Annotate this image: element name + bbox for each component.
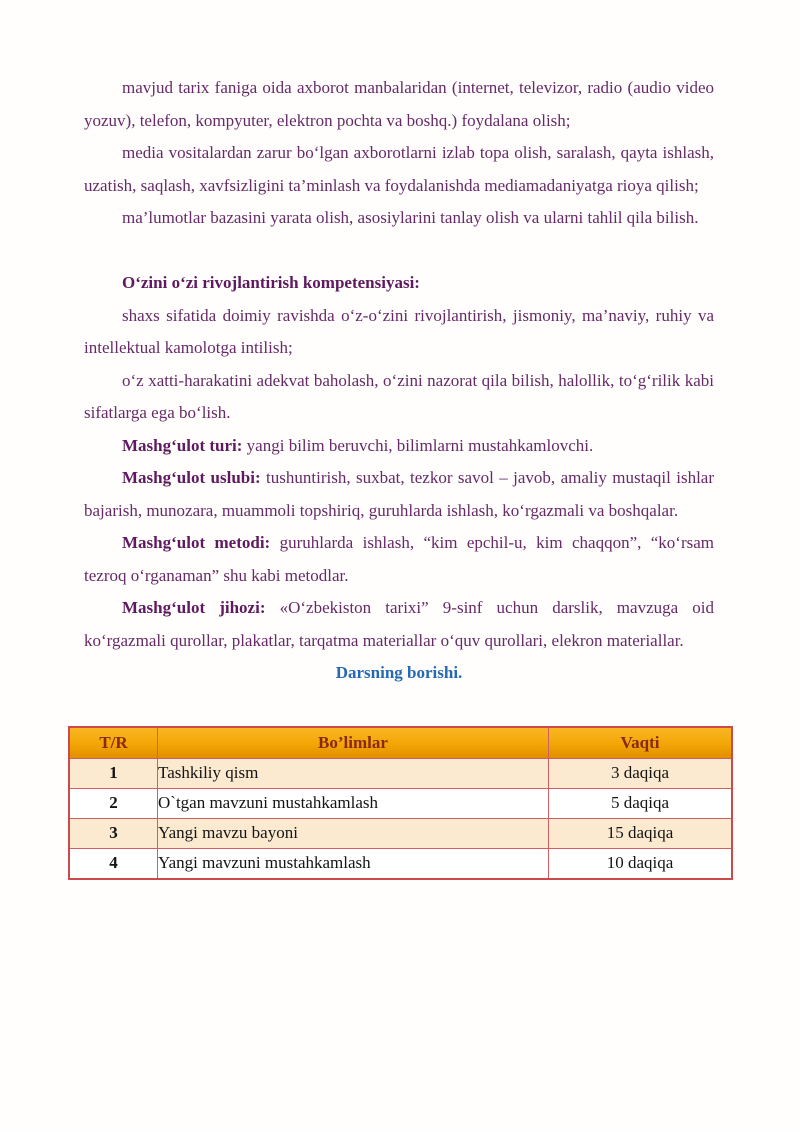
body-paragraph-media-tools: media vositalardan zarur bo‘lgan axborotlarni izlab topa olish, saralash, qayta ishlash, uzatish, saqlash, xavfsizligini ta’minlash va foydalanishda mediamadaniyatga rioya qilish;	[84, 143, 714, 195]
table-row	[69, 818, 732, 848]
cell-duration: 3 daqiqa	[549, 758, 733, 788]
cell-row-number: 3	[69, 818, 158, 848]
document-content	[84, 72, 714, 880]
lesson-method-label: Mashg‘ulot metodi:	[122, 533, 271, 552]
cell-section-name: Yangi mavzuni mustahkamlash	[158, 848, 549, 879]
lesson-equipment-label: Mashg‘ulot jihozi:	[122, 598, 266, 617]
table-row	[69, 758, 732, 788]
lesson-method-line	[84, 527, 714, 592]
cell-row-number: 4	[69, 848, 158, 879]
header-cell-time: Vaqti	[549, 727, 733, 759]
cell-duration: 15 daqiqa	[549, 818, 733, 848]
lesson-style-label: Mashg‘ulot uslubi:	[122, 468, 261, 487]
body-paragraph-media-sources: mavjud tarix faniga oida axborot manbalaridan (internet, televizor, radio (audio video yozuv), telefon, kompyuter, elektron pochta va boshq.) foydalana olish;	[84, 78, 714, 130]
header-cell-tr: T/R	[69, 727, 158, 759]
lesson-type-label: Mashg‘ulot turi:	[122, 435, 243, 455]
lesson-style-line	[84, 462, 714, 527]
cell-duration: 10 daqiqa	[549, 848, 733, 879]
lesson-equipment-line	[84, 592, 714, 657]
body-paragraph-self-control: o‘z xatti-harakatini adekvat baholash, o‘zini nazorat qila bilish, halollik, to‘g‘rilik kabi sifatlarga ega bo‘lish.	[84, 370, 714, 422]
lesson-style-value: tushuntirish, suxbat, tezkor savol – javob, amaliy mustaqil ishlar bajarish, munozara, muammoli topshiriq, guruhlarda ishlash, ko‘rgazmali va boshqalar.	[84, 468, 714, 520]
lesson-type-value: yangi bilim beruvchi, bilimlarni mustahkamlovchi.	[242, 435, 594, 455]
cell-duration: 5 daqiqa	[549, 788, 733, 818]
cell-row-number: 1	[69, 758, 158, 788]
cell-row-number: 2	[69, 788, 158, 818]
lesson-plan-table	[68, 726, 733, 880]
table-row	[69, 788, 732, 818]
lesson-method-value: guruhlarda ishlash, “kim epchil-u, kim chaqqon”, “ko‘rsam tezroq o‘rganaman” shu kabi metodlar.	[84, 533, 714, 585]
center-heading-lesson-flow: Darsning borishi.	[335, 663, 463, 682]
cell-section-name: Tashkiliy qism	[158, 758, 549, 788]
table-row	[69, 848, 732, 879]
header-cell-sections: Bo’limlar	[158, 727, 549, 759]
lesson-equipment-value: «O‘zbekiston tarixi” 9-sinf uchun darslik, mavzuga oid ko‘rgazmali qurollar, plakatlar, tarqatma materiallar o‘quv qurollari, elekron materiallar.	[84, 598, 714, 650]
cell-section-name: Yangi mavzu bayoni	[158, 818, 549, 848]
body-paragraph-personal-growth: shaxs sifatida doimiy ravishda o‘z-o‘zini rivojlantirish, jismoniy, ma’naviy, ruhiy va intellektual kamolotga intilish;	[84, 305, 714, 357]
section-heading-self-development: O‘zini o‘zi rivojlantirish kompetensiyasi:	[122, 273, 420, 292]
cell-section-name: O`tgan mavzuni mustahkamlash	[158, 788, 549, 818]
table-header-row	[69, 727, 732, 759]
body-paragraph-database: ma’lumotlar bazasini yarata olish, asosiylarini tanlay olish va ularni tahlil qila bilish.	[122, 208, 699, 227]
lesson-type-line	[84, 430, 714, 463]
